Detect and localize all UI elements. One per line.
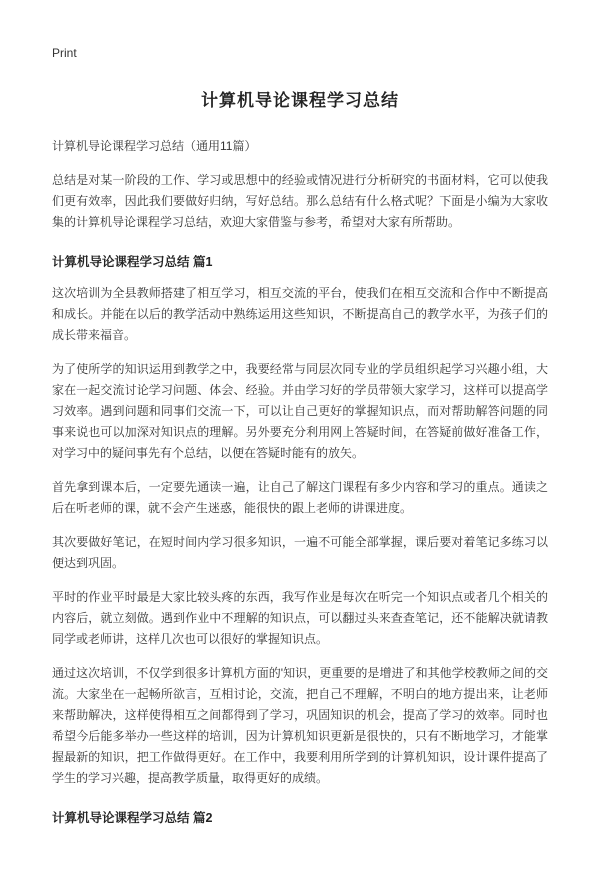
document-content — [52, 170, 548, 826]
print-button[interactable]: Print — [52, 46, 77, 60]
paragraph: 平时的作业平时最是大家比较头疼的东西，我写作业是每次在听完一个知识点或者几个相关的内容后，就立刻做。遇到作业中不理解的知识点，可以翻过头来查查笔记，还不能解决就请教同学或老师讲，这样几次也可以很好的掌握知识点。 — [52, 590, 548, 646]
paragraph: 总结是对某一阶段的工作、学习或思想中的经验或情况进行分析研究的书面材料，它可以使我们更有效率，因此我们要做好归纳，写好总结。那么总结有什么格式呢？下面是小编为大家收集的计算机导论课程学习总结，欢迎大家借鉴与参考，希望对大家有所帮助。 — [52, 173, 548, 229]
document-title: 计算机导论课程学习总结 — [201, 91, 399, 110]
paragraph: 其次要做好笔记，在短时间内学习很多知识，一遍不可能全部掌握，课后要对着笔记多练习以便达到巩固。 — [52, 535, 548, 570]
paragraph: 为了使所学的知识运用到教学之中，我要经常与同层次同专业的学员组织起学习兴趣小组，大家在一起交流讨论学习问题、体会、经验。并由学习好的学员带领大家学习，这样可以提高学习效率。遇到问题和同事们交流一下，可以让自己更好的掌握知识点，而对帮助解答问题的同事来说也可以加深对知识点的理解。另外要充分利用网上答疑时间，在答疑前做好准备工作，对学习中的疑问事先有个总结，以便在答疑时能有的放矢。 — [52, 362, 548, 460]
document-subtitle: 计算机导论课程学习总结（通用11篇） — [52, 139, 257, 153]
paragraph: 首先拿到课本后，一定要先通读一遍，让自己了解这门课程有多少内容和学习的重点。通读之后在听老师的课，就不会产生迷惑，能很快的跟上老师的讲课进度。 — [52, 480, 548, 515]
section-heading: 计算机导论课程学习总结 篇1 — [52, 255, 213, 269]
paragraph: 通过这次培训，不仅学到很多计算机方面的'知识，更重要的是增进了和其他学校教师之间的交流。大家坐在一起畅所欲言，互相讨论，交流，把自己不理解，不明白的地方提出来，让老师来帮助解决，这样使得相互之间都得到了学习，巩固知识的机会，提高了学习的效率。同时也希望今后能多举办一些这样的培训，因为计算机知识更新是很快的，只有不断地学习，才能掌握最新的知识，把工作做得更好。在工作中，我要利用所学到的计算机知识，设计课件提高了学生的学习兴趣，提高教学质量，取得更好的成绩。 — [52, 666, 548, 785]
section-heading: 计算机导论课程学习总结 篇2 — [52, 811, 213, 825]
paragraph: 这次培训为全县教师搭建了相互学习，相互交流的平台，使我们在相互交流和合作中不断提高和成长。并能在以后的教学活动中熟练运用这些知识，不断提高自己的教学水平，为孩子们的成长带来福音。 — [52, 286, 548, 342]
